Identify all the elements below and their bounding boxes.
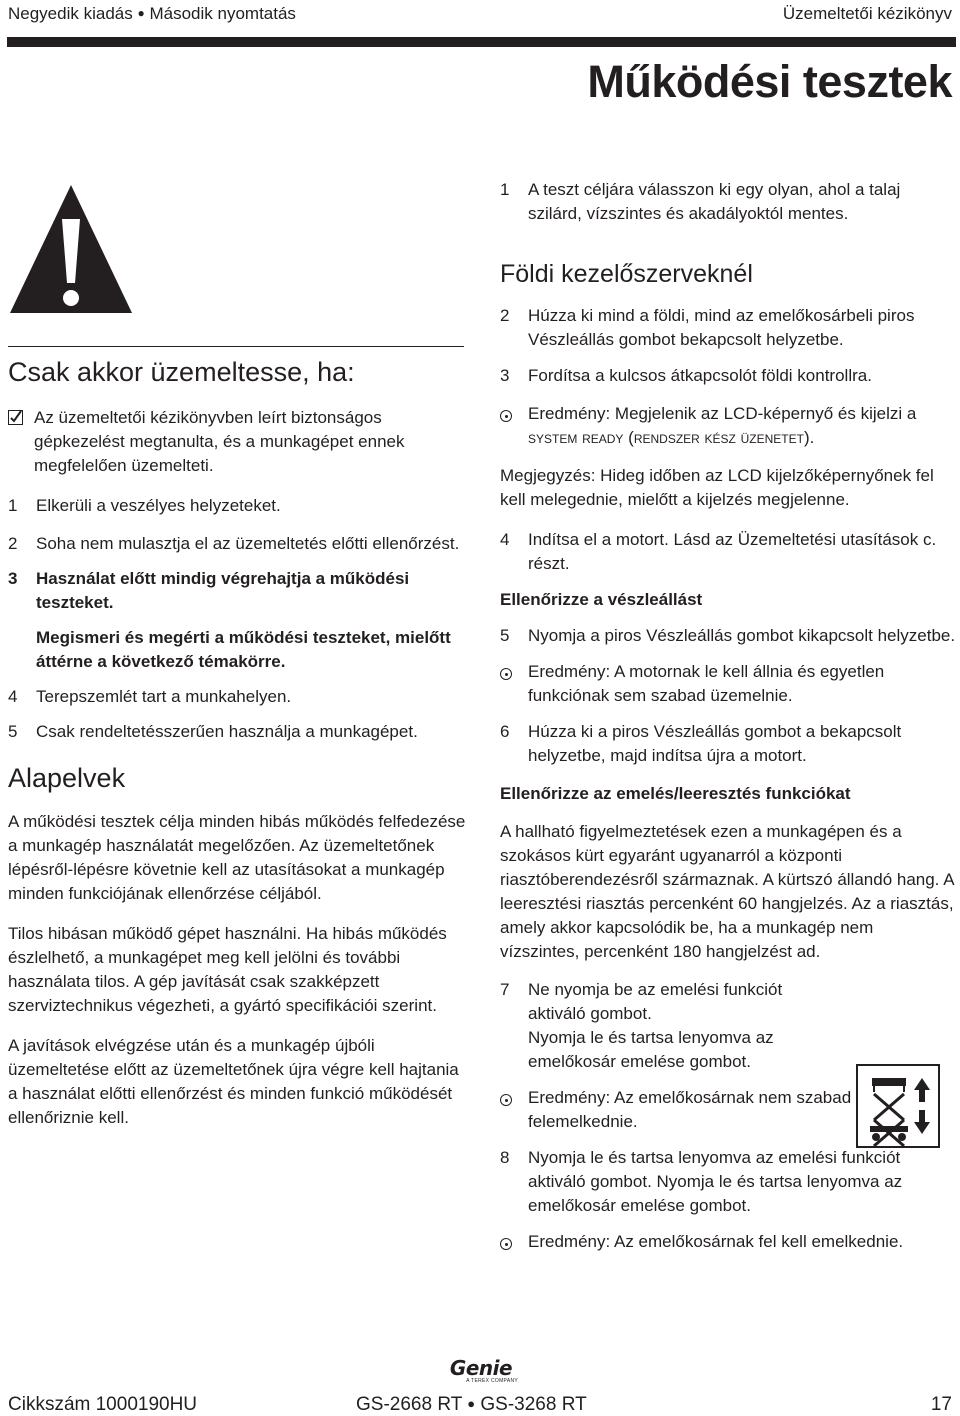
step-number: 1 <box>500 180 510 199</box>
step-text: Nyomja le és tartsa lenyomva az emelési funkciót aktiváló gombot. Nyomja le és tartsa lenyomva az emelőkosár emelése gombot. <box>528 1148 903 1215</box>
step-item <box>500 624 958 648</box>
step-item <box>500 304 958 352</box>
step-item <box>500 1146 958 1218</box>
step-text: Húzza ki mind a földi, mind az emelőkosárbeli piros Vészleállás gombot bekapcsolt helyzetbe. <box>528 306 915 349</box>
step-number: 6 <box>500 722 510 741</box>
edition-text: Negyedik kiadás <box>8 4 133 23</box>
checklist-item <box>8 406 466 478</box>
emphasis-text: Megismeri és megérti a működési teszteket, mielőtt áttérne a következő témakörre. <box>36 628 451 671</box>
header-bar <box>7 37 956 47</box>
list-item <box>8 532 466 556</box>
step-item <box>500 720 958 768</box>
step-text: Indítsa el a motort. Lásd az Üzemeltetési utasítások c. részt. <box>528 530 937 573</box>
result-item <box>500 1230 958 1254</box>
left-column <box>8 356 466 1130</box>
paragraph: A működési tesztek célja minden hibás működés felfedezése a munkagép használatát megelőzően. Az üzemeltetőnek lépésről-lépésre követnie kell az utasításokat a munkagép minden funkciójának ellenőrzése céljából. <box>8 812 466 903</box>
item-text: Csak rendeltetésszerűen használja a munkagépet. <box>36 722 418 741</box>
header-left <box>8 4 296 24</box>
bullet-icon: ● <box>137 6 145 20</box>
result-item <box>500 402 958 450</box>
subheading: Ellenőrizze a vészleállást <box>500 590 703 609</box>
subheading: Ellenőrizze az emelés/leeresztés funkciókat <box>500 784 851 803</box>
step-number: 2 <box>500 306 510 325</box>
list-item <box>8 720 466 744</box>
list-item <box>8 494 466 518</box>
item-number: 5 <box>8 722 18 741</box>
step-text: Húzza ki a piros Vészleállás gombot a bekapcsolt helyzetbe, majd indítsa újra a motort. <box>528 722 902 765</box>
step-item <box>500 178 958 226</box>
item-text: Elkerüli a veszélyes helyzeteket. <box>36 496 281 515</box>
item-text: Használat előtt mindig végrehajtja a működési teszteket. <box>36 569 410 612</box>
paragraph: A hallható figyelmeztetések ezen a munkagépen és a szokásos kürt egyaránt ugyanarról a központi riasztóberendezésről származnak. A kürtszó állandó hang. A leeresztési riasztás percenként 60 hangjelzés. Az a riasztás, amely akkor kapcsolódik be, ha a munkagép nem vízszintes, percenként 180 hangjelzést ad. <box>500 822 954 961</box>
item-number: 3 <box>8 569 18 588</box>
step-item <box>500 528 958 576</box>
result-text: Eredmény: Megjelenik az LCD-képernyő és kijelzi a system ready (rendszer kész üzenetet). <box>528 404 917 447</box>
section-heading: Alapelvek <box>8 763 126 793</box>
bullet-icon: ● <box>467 1396 476 1411</box>
step-item <box>500 978 840 1074</box>
divider <box>8 346 464 347</box>
model-b: GS-3268 RT <box>480 1394 587 1415</box>
step-number: 4 <box>500 530 510 549</box>
item-text: Soha nem mulasztja el az üzemeltetés előtti ellenőrzést. <box>36 534 460 553</box>
result-icon <box>500 1238 512 1250</box>
item-number: 1 <box>8 496 18 515</box>
result-item <box>500 660 958 708</box>
step-text: Fordítsa a kulcsos átkapcsolót földi kontrollra. <box>528 366 872 385</box>
model-names <box>356 1394 587 1416</box>
list-item <box>8 567 466 615</box>
paragraph: A javítások elvégzése után és a munkagép újbóli üzemeltetése előtt az üzemeltetőnek újra végre kell hajtania a használat előtti ellenőrzést és minden funkció működését ellenőriznie kell. <box>8 1036 459 1127</box>
right-heading: Földi kezelőszerveknél <box>500 260 753 288</box>
model-a: GS-2668 RT <box>356 1394 462 1415</box>
result-text: Eredmény: Az emelőkosárnak fel kell emelkednie. <box>528 1232 904 1251</box>
printing-text: Második nyomtatás <box>149 4 296 23</box>
note-text: Megjegyzés: Hideg időben az LCD kijelzőképernyőnek fel kell melegednie, mielőtt a kijelzés megjelenne. <box>500 466 934 509</box>
step-number: 5 <box>500 626 510 645</box>
list-item <box>8 685 466 709</box>
result-icon <box>500 1094 512 1106</box>
result-text: Eredmény: A motornak le kell állnia és egyetlen funkciónak sem szabad üzemelnie. <box>528 662 885 705</box>
check-text: Az üzemeltetői kézikönyvben leírt biztonságos gépkezelést megtanulta, és a munkagépet ennek megfelelően üzemelteti. <box>34 408 405 475</box>
step-number: 8 <box>500 1148 510 1167</box>
platform-lift-icon <box>856 1064 940 1148</box>
manual-name: Üzemeltetői kézikönyv <box>782 4 952 23</box>
step-text: Nyomja a piros Vészleállás gombot kikapcsolt helyzetbe. <box>528 626 956 645</box>
paragraph: Tilos hibásan működő gépet használni. Ha hibás működés észlelhető, a munkagépet meg kell jelölni és további használata tilos. A gép javítását csak szakképzett szerviztechnikus végezheti, a gyártó specifikációi szerint. <box>8 924 447 1015</box>
step-text: A teszt céljára válasszon ki egy olyan, ahol a talaj szilárd, vízszintes és akadályoktól mentes. <box>528 180 901 223</box>
result-text: Eredmény: Az emelőkosárnak nem szabad felemelkednie. <box>528 1088 852 1131</box>
step-number: 7 <box>500 980 510 999</box>
left-heading: Csak akkor üzemeltesse, ha: <box>8 357 355 387</box>
item-number: 4 <box>8 687 18 706</box>
step-text: Nyomja le és tartsa lenyomva az emelőkosár emelése gombot. <box>528 1028 774 1071</box>
part-number: Cikkszám 1000190HU <box>8 1394 198 1415</box>
item-number: 2 <box>8 534 18 553</box>
step-text: Ne nyomja be az emelési funkciót aktiváló gombot. <box>528 980 783 1023</box>
genie-logo: Genie A TEREX COMPANY <box>449 1356 518 1384</box>
warning-triangle-icon <box>8 183 134 315</box>
step-number: 3 <box>500 366 510 385</box>
page-title: Működési tesztek <box>587 56 952 107</box>
result-icon <box>500 410 512 422</box>
checkbox-icon <box>8 410 23 425</box>
step-item <box>500 364 958 388</box>
page-number: 17 <box>930 1394 952 1415</box>
result-icon <box>500 668 512 680</box>
item-text: Terepszemlét tart a munkahelyen. <box>36 687 292 706</box>
